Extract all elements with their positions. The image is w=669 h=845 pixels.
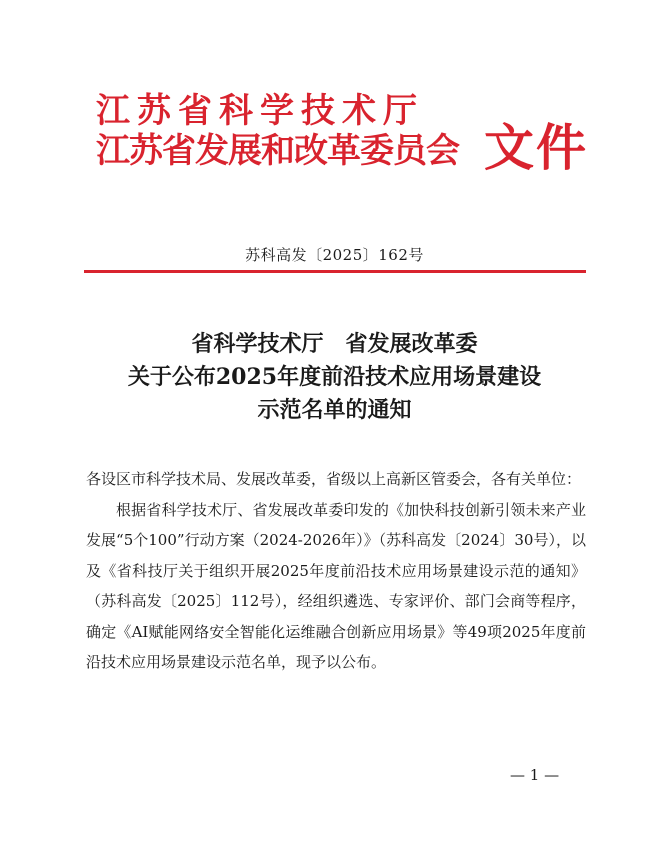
- header-divider: [84, 270, 586, 273]
- issuer-development-commission: 江苏省发展和改革委员会: [96, 131, 459, 171]
- document-header-issuers: [96, 92, 459, 172]
- salutation: 各设区市科学技术局、发展改革委，省级以上高新区管委会，各有关单位：: [86, 470, 582, 488]
- issuer-science-department: 江苏省科学技术厅: [96, 91, 424, 131]
- page-number: — 1 —: [510, 766, 560, 784]
- document-body: [86, 464, 586, 678]
- document-number: 苏科高发〔2025〕162号: [245, 246, 424, 264]
- title-line-1: 省科学技术厅 省发展改革委: [191, 331, 478, 357]
- body-paragraph: 根据省科学技术厅、省发展改革委印发的《加快科技创新引领未来产业发展“5个100”行动方案（2024-2026年）》（苏科高发〔2024〕30号），以及《省科技厅关于组织开展2025年度前沿技术应用场景建设示范的通知》（苏科高发〔2025〕112号），经组织遴选、专家评价、部门会商等程序，确定《AI赋能网络安全智能化运维融合创新应用场景》等49项2025年度前沿技术应用场景建设示范名单，现予以公布。: [86, 500, 586, 671]
- title-line-2: 关于公布2025年度前沿技术应用场景建设: [127, 364, 542, 390]
- title-line-3: 示范名单的通知: [257, 397, 412, 423]
- document-title: [0, 328, 669, 427]
- document-header-suffix: 文件: [484, 119, 588, 177]
